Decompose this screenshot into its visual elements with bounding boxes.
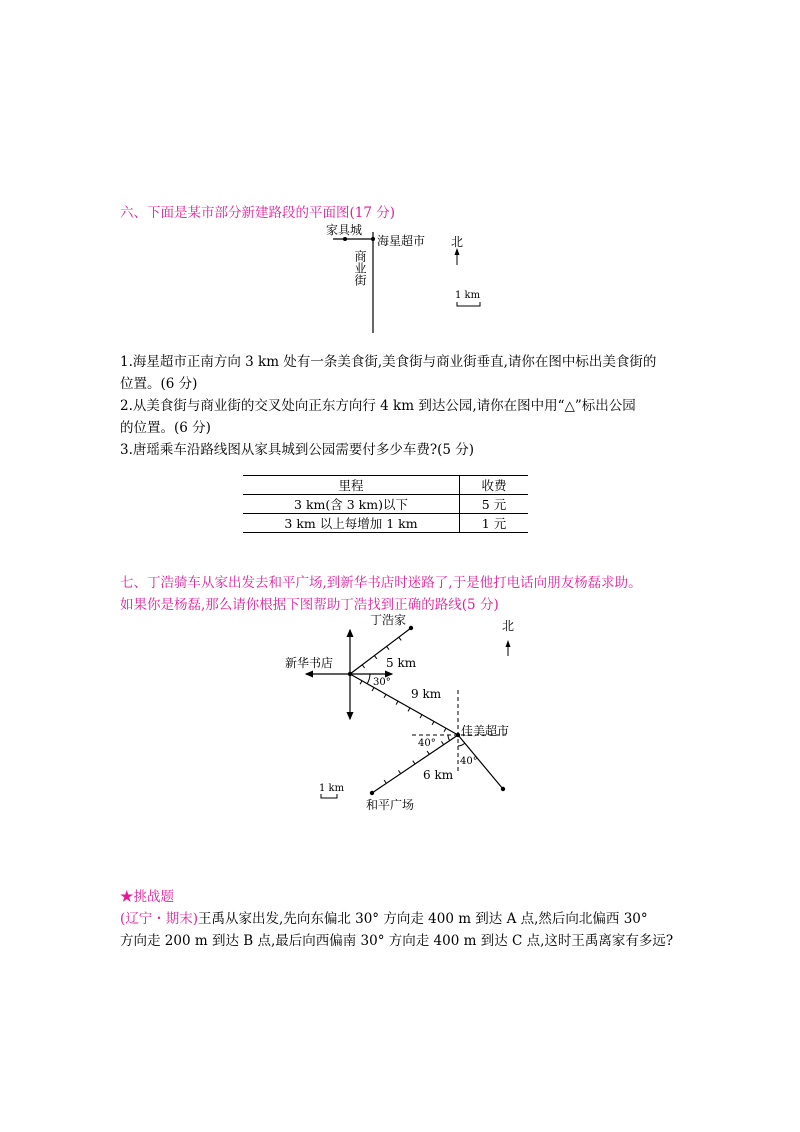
question-1-line2: 位置。(6 分) [120, 376, 198, 392]
endpoint-dot [501, 787, 505, 791]
challenge-source: (辽宁・期末) [120, 911, 199, 927]
road-tick [427, 751, 429, 754]
table-cell: 1 元 [460, 514, 529, 533]
table-cell: 3 km(含 3 km)以下 [243, 495, 460, 514]
scale-label: 1 km [319, 783, 345, 794]
section7-heading-line2: 如果你是杨磊,那么请你根据下图帮助丁浩找到正确的路线(5 分) [120, 597, 499, 613]
road-tick [396, 701, 398, 704]
scale-bar [321, 794, 337, 798]
section7-heading-line1: 七、丁浩骑车从家出发去和平广场,到新华书店时迷路了,于是他打电话向朋友杨磊求助。 [120, 575, 642, 591]
challenge-line2: 方向走 200 m 到达 B 点,最后向西偏南 30° 方向走 400 m 到达 C 点,这时王禹离家有多远? [120, 933, 674, 949]
table-cell: 3 km 以上每增加 1 km [243, 514, 460, 533]
distance-9km: 9 km [411, 687, 442, 701]
furniture-city-label: 家具城 [326, 223, 363, 237]
road-tick [387, 646, 389, 649]
north-label: 北 [502, 619, 515, 633]
question-2-line2: 的位置。(6 分) [120, 420, 211, 436]
road-tick [384, 780, 386, 783]
road-tick [360, 681, 362, 684]
road-tick [408, 708, 410, 711]
scale-label: 1 km [455, 290, 481, 301]
angle-arc-40-west [448, 735, 450, 741]
table-cell: 5 元 [460, 495, 529, 514]
road-tick [420, 715, 422, 718]
challenge-text-line1: 王禹从家出发,先向东偏北 30° 方向走 400 m 到达 A 点,然后向北偏西 30° [198, 911, 648, 927]
plaza-label: 和平广场 [366, 798, 415, 812]
question-1-line1: 1.海星超市正南方向 3 km 处有一条美食街,美食街与商业街垂直,请你在图中标出美食街的 [120, 354, 657, 370]
angle-40-west-label: 40° [418, 738, 436, 749]
challenge-title: ★挑战题 [120, 889, 174, 905]
section6-heading: 六、下面是某市部分新建路段的平面图(17 分) [120, 205, 396, 221]
table-header: 里程 [243, 476, 460, 495]
road-tick [374, 656, 376, 659]
road-tick [399, 637, 401, 640]
distance-5km: 5 km [386, 656, 417, 670]
road-tick [362, 665, 364, 668]
plaza-dot [370, 791, 374, 795]
road-to-supermarket [350, 674, 458, 735]
challenge-line1 [120, 908, 648, 930]
commercial-street-label: 商业街 [353, 250, 367, 286]
road-tick [444, 728, 446, 731]
north-label: 北 [451, 235, 464, 249]
angle-40-south-label: 40° [460, 756, 478, 767]
table-header: 收费 [460, 476, 529, 495]
road-tick [413, 761, 415, 764]
angle-30-label: 30° [373, 677, 391, 688]
home-label: 丁浩家 [370, 613, 407, 627]
road-tick [384, 694, 386, 697]
supermarket-label: 海星超市 [377, 234, 426, 248]
road-tick [372, 688, 374, 691]
road-tick [432, 721, 434, 724]
home-dot [409, 626, 413, 630]
angle-arc-30 [367, 674, 370, 684]
supermarket-label: 佳美超市 [461, 724, 510, 738]
road-tick [398, 770, 400, 773]
question-3: 3.唐瑶乘车沿路线图从家具城到公园需要付多少车费?(5 分) [120, 442, 475, 458]
bookstore-label: 新华书店 [285, 656, 334, 670]
distance-6km: 6 km [423, 768, 454, 782]
question-2-line1: 2.从美食街与商业街的交叉处向正东方向行 4 km 到达公园,请你在图中用“△”标出公园 [120, 398, 636, 414]
angle-arc-40-south [458, 743, 465, 746]
north-arrow-head [506, 640, 511, 647]
road-tick [441, 741, 443, 744]
